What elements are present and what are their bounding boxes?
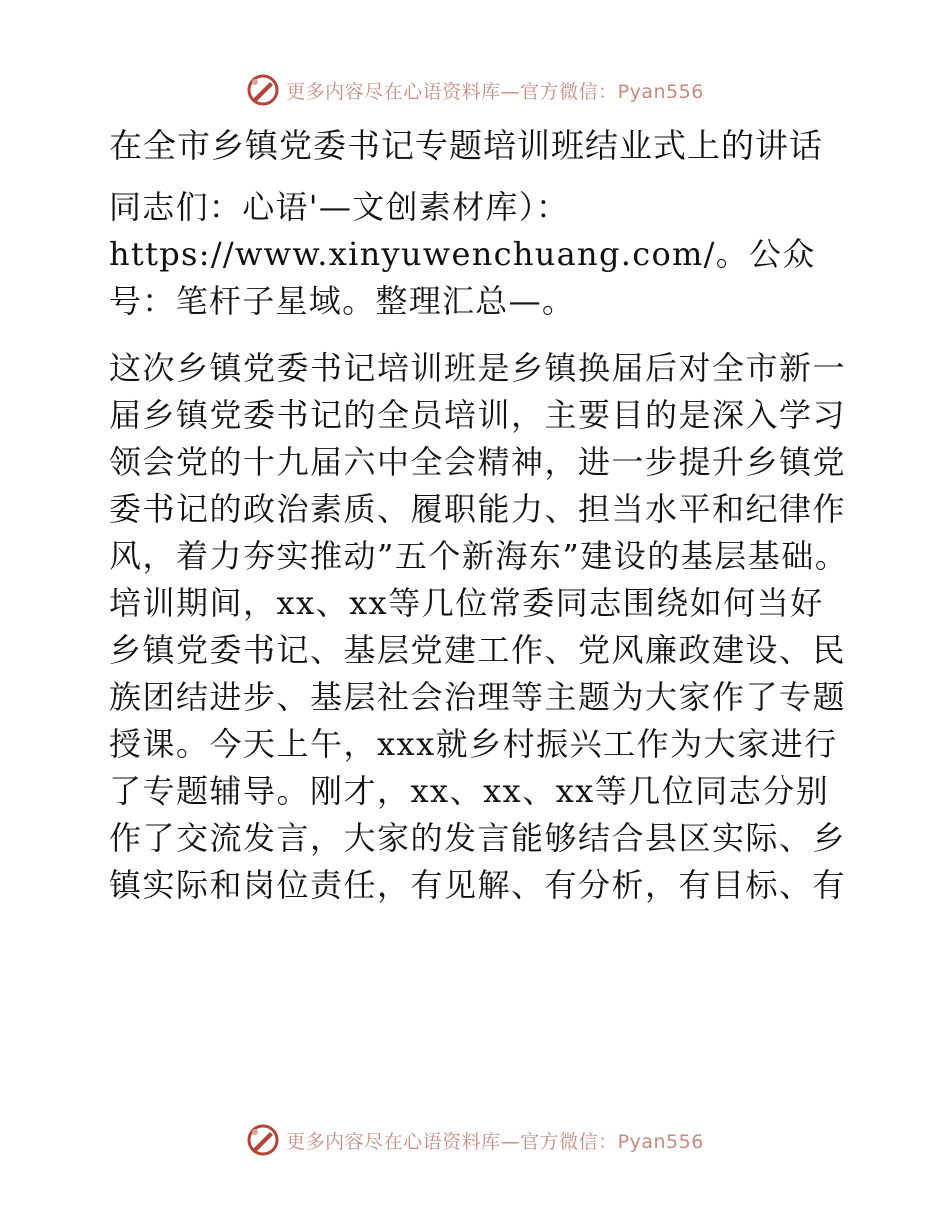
watermark-text: 更多内容尽在心语资料库—官方微信：Pyan556 — [286, 80, 704, 103]
pen-logo-icon — [246, 1123, 280, 1157]
paragraph: 这次乡镇党委书记培训班是乡镇换届后对全市新一届乡镇党委书记的全员培训，主要目的是深入学习领会党的十九届六中全会精神，进一步提升乡镇党委书记的政治素质、履职能力、担当水平和纪律作风，着力夯实推动”五个新海东”建设的基层基础。培训期间，xx、xx等几位常委同志围绕如何当好乡镇党委书记、基层党建工作、党风廉政建设、民族团结进步、基层社会治理等主题为大家作了专题授课。今天上午，xxx就乡村振兴工作为大家进行了专题辅导。刚才，xx、xx、xx等几位同志分别作了交流发言，大家的发言能够结合县区实际、乡镇实际和岗位责任，有见解、有分析，有目标、有 — [109, 349, 849, 904]
document-title: 在全市乡镇党委书记专题培训班结业式上的讲话 — [109, 126, 823, 165]
paragraph: 同志们：心语'—文创素材库）：https://www.xinyuwenchuang.com/。公众号：笔杆子星域。整理汇总—。 — [109, 188, 816, 320]
pen-logo-icon — [246, 73, 280, 107]
document-body — [97, 120, 857, 909]
watermark-text: 更多内容尽在心语资料库—官方微信：Pyan556 — [286, 1130, 704, 1153]
watermark-banner-top — [0, 70, 950, 110]
watermark-banner-bottom — [0, 1120, 950, 1160]
